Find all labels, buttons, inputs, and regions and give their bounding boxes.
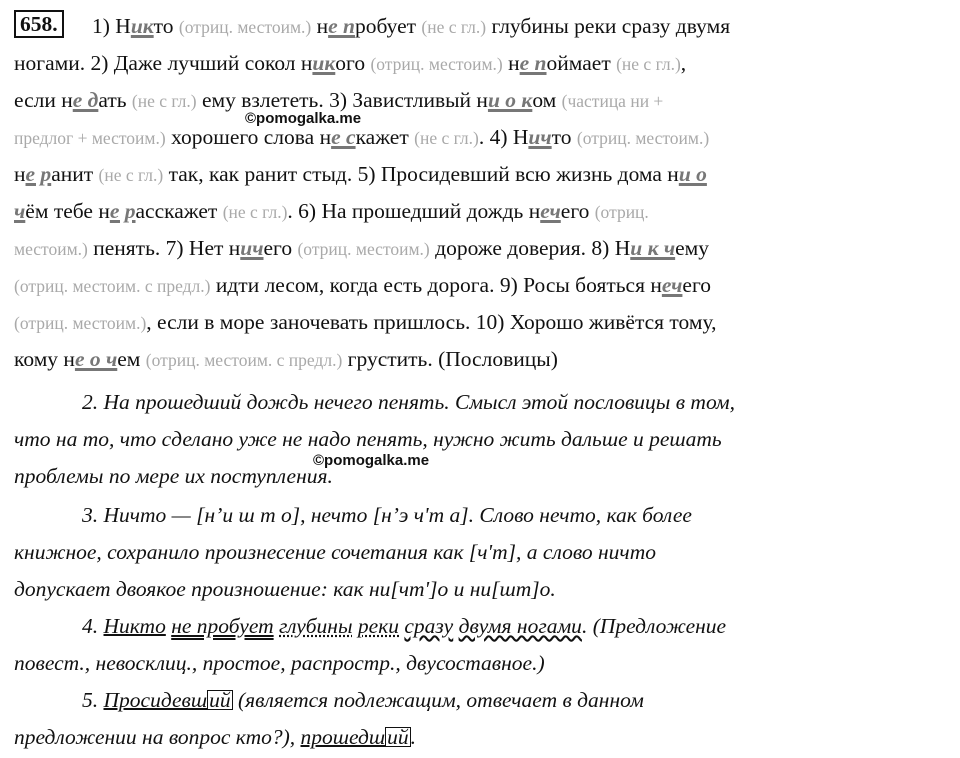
text-line: [14, 723, 416, 751]
text-segment: ого: [335, 51, 371, 75]
highlighted-letters: е п: [328, 14, 355, 38]
grammar-note: (не с гл.): [616, 54, 681, 74]
text-line: [14, 234, 709, 263]
text-segment: (является подлежащим, отвечает в данном: [232, 688, 644, 712]
highlighted-letters: ч: [14, 199, 26, 223]
grammar-note: (не с гл.): [222, 202, 288, 222]
text-segment: не пробует: [171, 614, 274, 638]
text-segment: н: [311, 14, 329, 38]
grammar-note: (частица ни +: [561, 91, 664, 111]
text-segment: реки: [357, 614, 400, 638]
text-line: [14, 123, 709, 152]
highlighted-letters: и к ч: [630, 236, 676, 260]
text-line: [14, 271, 711, 300]
text-segment: книжное, сохранило произнесение сочетания как [ч'т], а слово ничто: [14, 540, 656, 564]
text-segment: если н: [14, 88, 73, 112]
text-segment: идти лесом, когда есть дорога. 9) Росы бояться н: [210, 273, 662, 297]
text-segment: что на то, что сделано уже не надо пенять, нужно жить дальше и решать: [14, 427, 722, 451]
text-line: [14, 49, 686, 78]
highlighted-letters: е о ч: [74, 347, 118, 371]
text-segment: прошедш: [300, 725, 386, 749]
text-segment: робует: [354, 14, 422, 38]
highlighted-letters: е с: [331, 125, 356, 149]
text-line: [82, 388, 735, 416]
highlighted-letters: еч: [540, 199, 561, 223]
text-segment: 3. Ничто — [н’и ш т о], нечто [н’э ч'т а]. Слово нечто, как более: [82, 503, 692, 527]
text-segment: ём тебе н: [25, 199, 110, 223]
text-segment: его: [682, 273, 711, 297]
text-line: [14, 649, 545, 677]
text-segment: то: [153, 14, 179, 38]
grammar-note: (отриц. местоим.): [178, 17, 312, 37]
text-segment: повест., невосклиц., простое, распростр., двусоставное.): [14, 651, 545, 675]
text-segment: анит: [51, 162, 99, 186]
watermark-2: ©pomogalka.me: [313, 452, 430, 469]
text-segment: асскажет: [135, 199, 223, 223]
text-segment: дороже доверия. 8) Н: [429, 236, 631, 260]
text-line: [82, 686, 644, 714]
text-segment: ем: [117, 347, 146, 371]
watermark: ©pomogalka.me: [245, 110, 362, 127]
text-segment: Просидевш: [103, 688, 208, 712]
text-line: [14, 345, 558, 374]
text-segment: допускает двоякое произношение: как ни[чт']о и ни[шт]о.: [14, 577, 556, 601]
text-line: [92, 12, 730, 41]
text-segment: ему взлететь. 3) Завистливый н: [196, 88, 488, 112]
text-segment: двумя ногами: [458, 614, 582, 638]
text-segment: ом: [532, 88, 562, 112]
text-segment: ий: [387, 725, 409, 749]
text-line: [82, 501, 692, 529]
grammar-note: (не с гл.): [98, 165, 164, 185]
text-segment: проблемы по мере их поступления.: [14, 464, 333, 488]
text-segment: ему: [675, 236, 710, 260]
text-segment: глубины: [279, 614, 353, 638]
text-segment: пенять. 7) Нет н: [87, 236, 241, 260]
grammar-note: предлог + местоим.): [14, 128, 166, 148]
highlighted-letters: е д: [72, 88, 99, 112]
text-segment: Никто: [103, 614, 166, 638]
text-line: [14, 197, 649, 226]
highlighted-letters: еч: [661, 273, 683, 297]
text-segment: ,: [680, 51, 687, 75]
highlighted-letters: ич: [528, 125, 552, 149]
text-segment: грустить. (Пословицы): [342, 347, 558, 371]
text-segment: ать: [98, 88, 132, 112]
text-segment: . 6) На прошедший дождь н: [287, 199, 541, 223]
text-segment: кажет: [355, 125, 415, 149]
text-segment: то: [551, 125, 577, 149]
highlighted-letters: ич: [240, 236, 264, 260]
grammar-note: (отриц. местоим. с предл.): [14, 276, 211, 296]
text-line: [14, 425, 722, 453]
text-segment: н: [14, 162, 26, 186]
text-segment: оймает: [546, 51, 617, 75]
text-segment: .: [410, 725, 416, 749]
text-segment: 1) Н: [92, 14, 131, 38]
text-segment: его: [263, 236, 298, 260]
text-line: [14, 575, 556, 603]
highlighted-letters: ик: [130, 14, 154, 38]
exercise-number: 658.: [14, 10, 68, 38]
text-line: [82, 612, 726, 640]
highlighted-letters: е р: [25, 162, 52, 186]
highlighted-letters: е п: [519, 51, 547, 75]
grammar-note: (отриц.: [594, 202, 649, 222]
grammar-note: (отриц. местоим.): [576, 128, 710, 148]
highlighted-letters: ик: [312, 51, 336, 75]
text-segment: хорошего слова н: [165, 125, 332, 149]
text-segment: н: [502, 51, 520, 75]
text-segment: сразу: [404, 614, 454, 638]
text-segment: так, как ранит стыд. 5) Просидевший всю жизнь дома н: [163, 162, 679, 186]
text-segment: глубины реки сразу двумя: [486, 14, 731, 38]
grammar-note: (отриц. местоим.): [297, 239, 430, 259]
grammar-note: (отриц. местоим.): [14, 313, 147, 333]
text-segment: , если в море заночевать пришлось. 10) Хорошо живётся тому,: [146, 310, 717, 334]
grammar-note: (не с гл.): [421, 17, 487, 37]
grammar-note: (отриц. местоим.): [370, 54, 503, 74]
grammar-note: (не с гл.): [414, 128, 479, 148]
grammar-note: местоим.): [14, 239, 88, 259]
text-segment: 5.: [82, 688, 104, 712]
text-line: [14, 538, 656, 566]
text-segment: . (Предложение: [581, 614, 727, 638]
text-segment: кому н: [14, 347, 75, 371]
text-line: [14, 160, 707, 189]
text-segment: его: [560, 199, 595, 223]
text-segment: ий: [209, 688, 231, 712]
highlighted-letters: е р: [109, 199, 136, 223]
text-segment: предложении на вопрос кто?),: [14, 725, 301, 749]
grammar-note: (не с гл.): [131, 91, 197, 111]
highlighted-letters: и о: [678, 162, 707, 186]
text-segment: ногами. 2) Даже лучший сокол н: [14, 51, 313, 75]
text-segment: . 4) Н: [478, 125, 529, 149]
grammar-note: (отриц. местоим. с предл.): [145, 350, 343, 370]
text-segment: 4.: [82, 614, 104, 638]
text-line: [14, 308, 716, 337]
text-segment: 2. На прошедший дождь нечего пенять. Смысл этой пословицы в том,: [82, 390, 735, 414]
text-line: [14, 462, 333, 490]
highlighted-letters: и о к: [487, 88, 533, 112]
